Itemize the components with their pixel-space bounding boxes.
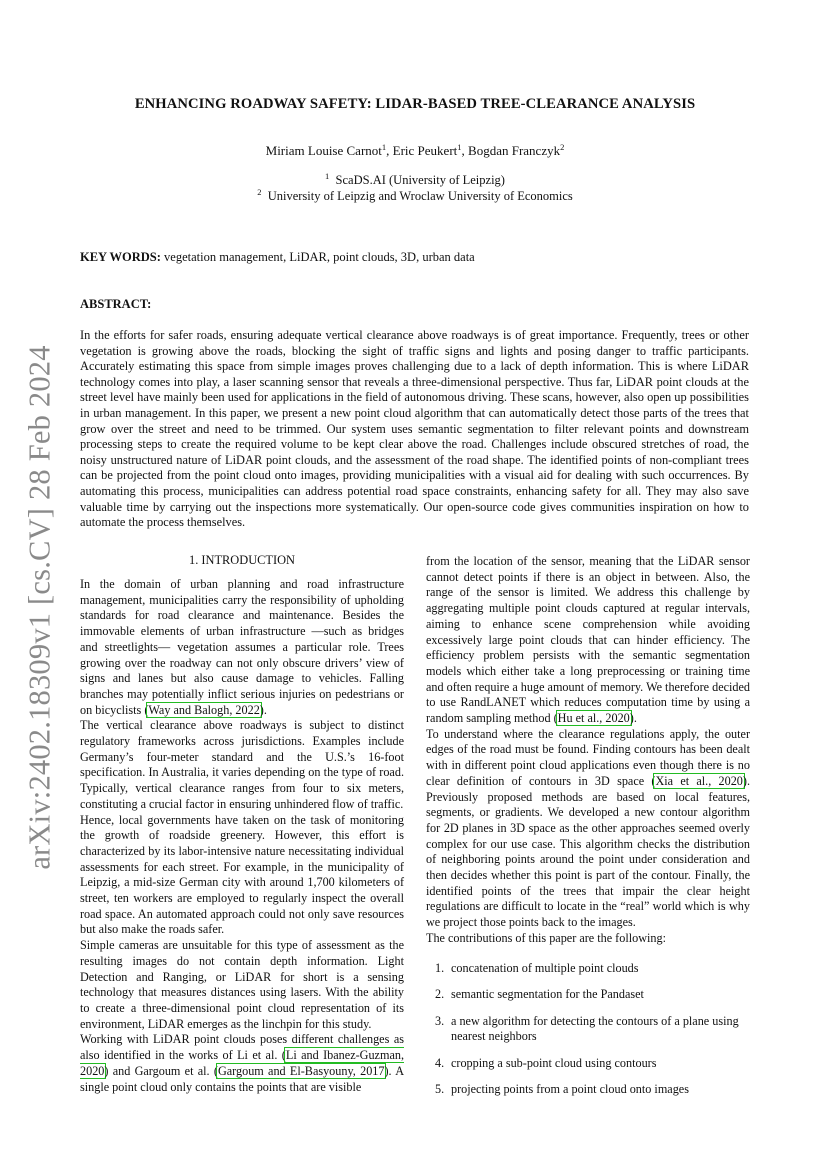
list-item: 5. projecting points from a point cloud onto images xyxy=(435,1082,689,1097)
arxiv-sidebar-stamp xyxy=(20,344,60,870)
list-item: 1. concatenation of multiple point clouds xyxy=(435,960,639,975)
keywords-label: KEY WORDS: xyxy=(80,250,161,264)
paragraph: Hence, local governments have taken on the task of monitoring the growth of roadside greenery. However, this effort is characterized by its labor-intensive nature necessitating individual assessments for each street. For example, in the municipality of Leipzig, a mid-size German city with around 1,700 kilometers of street, ten workers are employed to regularly inspect the overall road space. An automated approach could not only save resources but also make the roads safer. xyxy=(80,812,404,937)
list-item: 3. a new algorithm for detecting the contours of a plane using nearest neighbors xyxy=(435,1013,739,1044)
citation-link[interactable]: Gargoum and El-Basyouny, 2017 xyxy=(217,1063,385,1078)
arxiv-id: arXiv:2402.18309v1 [cs.CV] 28 Feb 2024 xyxy=(22,344,57,870)
right-column xyxy=(426,554,750,1109)
citation-link[interactable]: Way and Balogh, 2022 xyxy=(148,702,260,717)
keywords xyxy=(80,250,475,265)
paragraph: from the location of the sensor, meaning that the LiDAR sensor cannot detect points if there is an object in between. Also, the range of the sensor is limited. We address this challenge by aggregating multiple point clouds captured at regular intervals, aiming to enhance scene comprehension while avoiding excessively large point clouds that can hinder efficiency. The efficiency problem persists with the semantic segmentation models which either take a long preprocessing or training time and often require a huge amount of memory. We therefore decided to use RandLANET which reduces computation time by using a random sampling method (Hu et al., 2020). xyxy=(426,554,750,726)
paragraph: The contributions of this paper are the following: xyxy=(426,930,666,945)
abstract-heading: ABSTRACT: xyxy=(80,297,152,311)
affiliation: $^2$ University of Leipzig and Wroclaw University of Economics xyxy=(257,187,573,203)
citation-link[interactable]: Li and Ibanez-Guzman, 2020 xyxy=(80,1048,404,1078)
author-name: Miriam Louise Carnot xyxy=(265,143,382,158)
list-item: 4. cropping a sub-point cloud using contours xyxy=(435,1055,657,1070)
paragraph: In the domain of urban planning and road infrastructure management, municipalities carry the responsibility of upholding standards for road clearance and maintenance. Besides the immovable elements of urban infrastructure —such as bridges and streetlights— vegetation assumes a particular role. Trees growing over the roadway can not only obscure drivers’ view of signs and lanes but also cause damage to vehicles. Falling branches may potentially inflict serious injuries on pedestrians or on bicyclists (Way and Balogh, 2022). xyxy=(80,577,404,717)
paragraph: To understand where the clearance regulations apply, the outer edges of the road must be found. Finding contours has been dealt with in different point cloud applications even though there is no clear definition of contours in 3D space (Xia et al., 2020). Previously proposed methods are based on local features, segments, or gradients. We developed a new contour algorithm for 2D planes in 3D space as the other approaches seemed overly complex for our use case. This algorithm checks the distribution of neighboring points around the point under consideration and then decides whether this point is part of the contour. Finally, the identified points of the trees that impair the clear height regulations are difficult to locate in the “real” world which is why we project those points back to the images. xyxy=(426,726,750,930)
citation-link[interactable]: Xia et al., 2020 xyxy=(655,773,743,788)
keywords-text: vegetation management, LiDAR, point clouds, 3D, urban data xyxy=(160,250,475,264)
contribution-list xyxy=(426,961,750,1098)
left-column xyxy=(80,553,404,1095)
paragraph: Working with LiDAR point clouds poses different challenges as also identified in the works of Li et al. (Li and Ibanez-Guzman, 2020) and Gargoum et al. (Gargoum and El-Basyouny, 2017). A single point cloud only contains the points that are visible xyxy=(80,1032,404,1094)
affiliation-mark: 1 xyxy=(381,142,387,152)
affiliation-mark: 2 xyxy=(560,142,565,152)
affiliation: $^1$ ScaDS.AI (University of Leipzig) xyxy=(325,171,505,187)
author-list: Miriam Louise Carnot$^1$, Eric Peukert$^1$, Bogdan Franczyk$^2$ xyxy=(265,142,565,158)
list-item: 2. semantic segmentation for the Pandaset xyxy=(435,987,644,1002)
abstract-text: In the efforts for safer roads, ensuring adequate vertical clearance above roadways is of great importance. Frequently, trees or other vegetation is growing above the roads, blocking the sight of traffic signs and lights and posing danger to traffic participants. Accurately estimating this space from simple images proves challenging due to a lack of depth information. This is where LiDAR technology comes into play, a laser scanning sensor that reveals a three-dimensional perspective. Thus far, LiDAR point clouds at the street level have mainly been used for applications in the field of autonomous driving. These scans, however, also open up possibilities in urban management. In this paper, we present a new point cloud algorithm that can automatically detect those parts of the trees that grow over the street and need to be trimmed. Our system uses semantic segmentation to filter relevant points and downstream processing steps to create the required volume to be kept clear above the road. Challenges include obscured stretches of road, the noisy unstructured nature of LiDAR point clouds, and the assessment of the road shape. The identified points of non-compliant trees can be projected from the point cloud onto images, providing municipalities with a visual aid for dealing with such occurrences. By automating this process, municipalities can address potential road space constraints, enhancing safety for all. They may also save valuable time by carrying out the inspections more systematically. Our open-source code gives communities inspiration on how to automate the process themselves. xyxy=(80,328,749,530)
author-name: Bogdan Franczyk xyxy=(468,143,561,158)
paragraph: The vertical clearance above roadways is subject to distinct regulatory frameworks across jurisdictions. Examples include Germany’s four-meter standard and the U.S.’s 16-foot specification. In Australia, it varies depending on the type of road. Typically, vertical clearance ranges from four to six meters, constituting a crucial factor in ensuring unhindered flow of traffic. xyxy=(80,718,404,811)
paragraph: Simple cameras are unsuitable for this type of assessment as the resulting images do not contain depth information. Light Detection and Ranging, or LiDAR for short is a sensing technology that measures distances using lasers. With the ability to create a three-dimensional point cloud representation of its environment, LiDAR emerges as the linchpin for this study. xyxy=(80,938,404,1031)
paper-title: ENHANCING ROADWAY SAFETY: LIDAR-BASED TREE-CLEARANCE ANALYSIS xyxy=(134,96,696,112)
section-heading: 1. INTRODUCTION xyxy=(189,553,295,567)
affiliation-mark: 1 xyxy=(457,142,462,152)
citation-link[interactable]: Hu et al., 2020 xyxy=(557,711,630,726)
author-name: Eric Peukert xyxy=(392,143,458,158)
